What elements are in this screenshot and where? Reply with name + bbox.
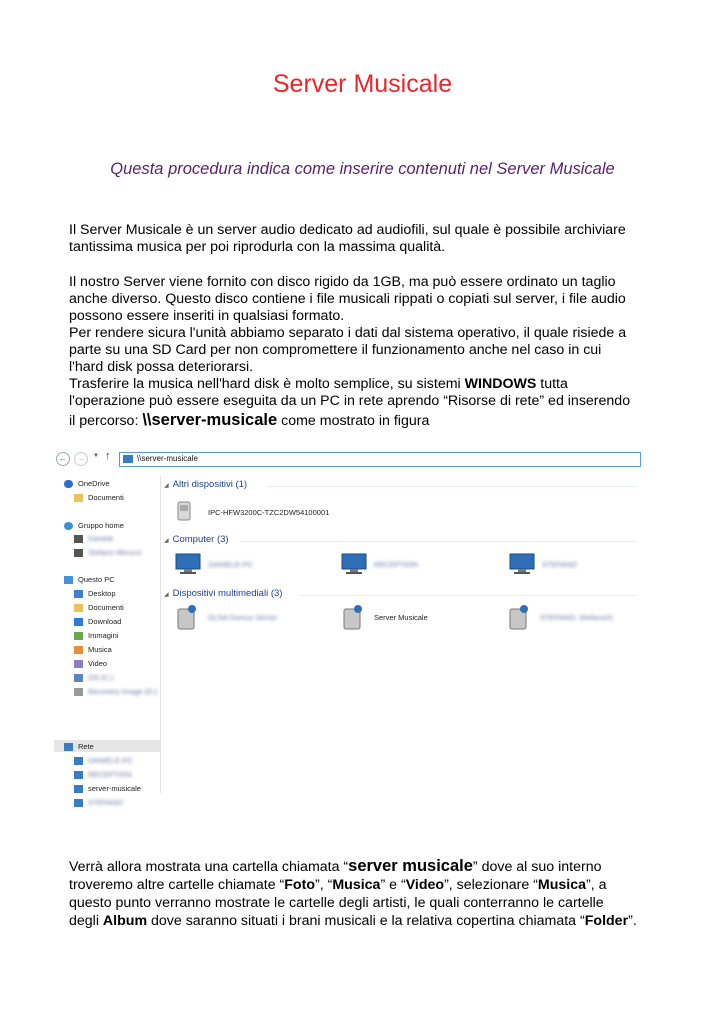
text-line: Verrà allora mostrata una cartella chiamata “server musicale” dove al suo interno <box>69 857 602 875</box>
network-icon <box>123 455 133 463</box>
text-line: anche diverso. Questo disco contiene i file musicali rippati o copiati sul server, i file audio <box>69 291 626 307</box>
computer-icon <box>74 757 83 765</box>
sidebar-item-drive[interactable]: OS (C:) <box>74 672 113 683</box>
windows-keyword: WINDOWS <box>464 376 537 392</box>
address-bar[interactable] <box>119 452 641 467</box>
music-icon <box>74 646 83 654</box>
text-line: parte su una SD Card per non compromettere il funzionamento anche nel caso in cui <box>69 342 602 358</box>
sidebar-item-questo-pc[interactable]: Questo PC <box>64 574 115 585</box>
user-icon <box>74 549 83 557</box>
computer-icon <box>74 799 83 807</box>
description-paragraph <box>69 274 669 430</box>
sidebar-item-desktop[interactable]: Desktop <box>74 588 116 599</box>
text-line: Trasferire la musica nell'hard disk è molto semplice, su sistemi WINDOWS tutta <box>69 376 568 392</box>
device-media-server[interactable]: STEFANO: Stefano01 <box>508 603 638 633</box>
up-arrow-icon[interactable]: ↑ <box>105 450 111 462</box>
computer-icon <box>508 552 536 576</box>
sidebar-item-user[interactable]: Daniele <box>74 533 113 544</box>
device-server-musicale[interactable]: Server Musicale <box>342 603 492 633</box>
sidebar-item-network-pc[interactable]: RECEPTION <box>74 769 132 780</box>
intro-paragraph <box>69 222 669 256</box>
computer-icon <box>174 552 202 576</box>
collapse-icon: ◢ <box>164 483 169 489</box>
sidebar-item-network-pc[interactable]: DANIELE-PC <box>74 755 133 766</box>
device-camera[interactable]: IPC-HFW3200C-TZC2DW54100001 <box>176 500 476 526</box>
computer-icon <box>74 771 83 779</box>
text-line: possono essere inseriti in qualsiasi formato. <box>69 308 345 324</box>
device-computer[interactable]: RECEPTION <box>340 552 490 578</box>
cloud-icon <box>64 480 73 488</box>
homegroup-icon <box>64 522 73 530</box>
media-server-icon <box>176 603 198 631</box>
computer-icon <box>74 785 83 793</box>
text-line: Per rendere sicura l'unità abbiamo separato i dati dal sistema operativo, il quale risiede a <box>69 325 627 341</box>
sidebar-item-drive[interactable]: Recovery Image (D:) <box>74 686 157 697</box>
video-icon <box>74 660 83 668</box>
recent-dropdown-icon[interactable]: ▼ <box>93 453 99 459</box>
group-dispositivi-multimediali[interactable]: ◢ Dispositivi multimediali (3) <box>164 588 283 599</box>
download-icon <box>74 618 83 626</box>
address-text: \\server-musicale <box>137 454 198 463</box>
sidebar-item-network-pc[interactable]: STEFANO <box>74 797 123 808</box>
drive-icon <box>74 674 83 682</box>
folder-icon <box>74 494 83 502</box>
text-line: l'hard disk possa deteriorarsi. <box>69 359 254 375</box>
folder-icon <box>74 604 83 612</box>
back-icon[interactable]: ← <box>56 452 70 466</box>
sidebar-item-immagini[interactable]: Immagini <box>74 630 118 641</box>
sidebar-item-rete[interactable]: Rete <box>64 741 94 752</box>
forward-icon[interactable]: → <box>74 452 88 466</box>
sidebar-item-video[interactable]: Video <box>74 658 107 669</box>
page-subtitle: Questa procedura indica come inserire contenuti nel Server Musicale <box>110 160 615 178</box>
network-icon <box>64 743 73 751</box>
sidebar-item-documenti[interactable]: Documenti <box>74 602 124 613</box>
media-server-icon <box>342 603 364 631</box>
server-path: \\server-musicale <box>142 411 278 429</box>
closing-paragraph <box>69 857 669 930</box>
drive-icon <box>74 688 83 696</box>
text-line: l'operazione può essere eseguita da un PC in rete aprendo “Risorse di rete” ed inserendo <box>69 393 631 409</box>
desktop-icon <box>74 590 83 598</box>
group-altri-dispositivi[interactable]: ◢ Altri dispositivi (1) <box>164 479 248 490</box>
text-line: degli Album dove saranno situati i brani musicali e la relativa copertina chiamata “Folder”. <box>69 913 637 929</box>
device-computer[interactable]: STEFANO <box>508 552 638 578</box>
text-line: troveremo altre cartelle chiamate “Foto”, “Musica” e “Video”, selezionare “Musica”, a <box>69 877 607 893</box>
text-line: tantissima musica per poi riprodurla con la massima qualità. <box>69 239 446 255</box>
explorer-screenshot <box>52 448 642 807</box>
text-line: il percorso: \\server-musicale come mostrato in figura <box>69 411 430 429</box>
text-line: Il nostro Server viene fornito con disco rigido da 1GB, ma può essere ordinato un taglio <box>69 274 616 290</box>
pictures-icon <box>74 632 83 640</box>
collapse-icon: ◢ <box>164 592 169 598</box>
device-icon <box>176 500 192 524</box>
sidebar-item-onedrive[interactable]: OneDrive <box>64 478 110 489</box>
text-line: questo punto verranno mostrate le cartelle degli artisti, le quali conterranno le cartelle <box>69 895 604 911</box>
sidebar-item-documenti[interactable]: Documenti <box>74 492 124 503</box>
page-title: Server Musicale <box>272 70 453 98</box>
sidebar-item-musica[interactable]: Musica <box>74 644 112 655</box>
sidebar-item-user[interactable]: Stefano Minucci <box>74 547 141 558</box>
media-server-icon <box>508 603 530 631</box>
computer-icon <box>64 576 73 584</box>
group-computer[interactable]: ◢ Computer (3) <box>164 534 229 545</box>
device-media-server[interactable]: DLNA Domus Server <box>176 603 326 633</box>
device-computer[interactable]: DANIELE-PC <box>174 552 324 578</box>
text-line: Il Server Musicale è un server audio dedicato ad audiofili, sul quale è possibile archiviare <box>69 222 626 238</box>
sidebar-item-gruppo-home[interactable]: Gruppo home <box>64 520 124 531</box>
sidebar-item-server-musicale[interactable]: server-musicale <box>74 783 141 794</box>
sidebar-item-download[interactable]: Download <box>74 616 121 627</box>
user-icon <box>74 535 83 543</box>
navigation-pane <box>52 476 161 807</box>
navigation-bar <box>52 448 642 468</box>
collapse-icon: ◢ <box>164 538 169 544</box>
computer-icon <box>340 552 368 576</box>
